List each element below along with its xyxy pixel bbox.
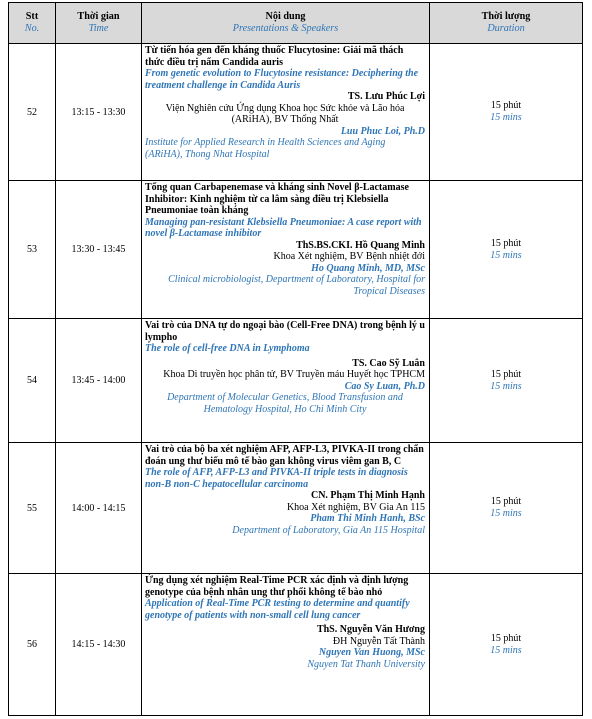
table-header-row [9,3,583,44]
duration-en: 15 mins [490,112,522,123]
affiliation-en: Nguyen Tat Thanh University [307,658,425,670]
speaker-en: Pham Thi Minh Hanh, BSc [310,513,425,524]
speaker-vi: CN. Phạm Thị Minh Hạnh [310,490,425,501]
row-number: 55 [9,443,56,574]
affiliation-en: Department of Molecular Genetics, Blood Transfusion and Hematology Hospital, Ho Chi Minh City [167,392,403,415]
title-vi: Từ tiến hóa gen đến kháng thuốc Flucytosine: Giải mã thách thức điều trị nấm Candida auris [145,45,404,68]
duration-en: 15 mins [490,249,522,261]
schedule-table [8,2,583,716]
table-row [9,181,583,319]
title-vi: Tổng quan Carbapenemase và kháng sinh Novel β-Lactamase Inhibitor: Kinh nghiệm từ ca lâm sàng điều trị Klebsiella Pneumoniae toàn kháng [145,182,409,216]
duration-en: 15 mins [490,380,522,392]
header-stt-en: No. [24,23,40,34]
speaker-en: Ho Quang Minh, MD, MSc [311,262,425,274]
table-row [9,574,583,716]
header-duration-vi: Thời lượng [481,11,531,22]
affiliation-vi: ĐH Nguyễn Tất Thành [332,635,425,647]
duration-en: 15 mins [490,644,522,656]
row-number: 56 [9,574,56,716]
row-content [142,319,430,443]
table-row [9,319,583,443]
title-vi: Ứng dụng xét nghiệm Real-Time PCR xác định và định lượng genotype của bệnh nhân ung thư phổi không tế bào nhỏ [145,575,409,598]
duration-vi: 15 phút [490,100,522,111]
title-en: Managing pan-resistant Klebsiella Pneumoniae: A case report with novel β-Lactamase inhibitor [145,216,422,239]
speaker-vi: TS. Lưu Phúc Lợi [347,91,425,102]
row-duration [430,443,583,574]
title-en: The role of AFP, AFP-L3 and PIVKA-II triple tests in diagnosis non-B non-C hepatocellular carcinoma [145,467,408,490]
affiliation-vi: Khoa Xét nghiệm, BV Bệnh nhiệt đới [273,251,425,262]
schedule-page [8,2,583,716]
affiliation-vi: Khoa Di truyền học phân tử, BV Truyền máu Huyết học TPHCM [163,369,425,380]
affiliation-en: Clinical microbiologist, Department of Laboratory, Hospital for Tropical Diseases [168,274,425,297]
row-time: 13:45 - 14:00 [56,319,142,443]
duration-vi: 15 phút [490,237,522,249]
row-content [142,443,430,574]
header-content-en: Presentations & Speakers [232,23,339,34]
row-duration [430,181,583,319]
header-duration [430,3,583,44]
header-time-vi: Thời gian [77,11,120,22]
table-row [9,443,583,574]
title-en: Application of Real-Time PCR testing to determine and quantify genotype of patients with non-small cell lung cancer [145,598,410,621]
title-vi: Vai trò của bộ ba xét nghiệm AFP, AFP-L3, PIVKA-II trong chẩn đoán ung thư biểu mô tế bào gan không virus viêm gan B, C [145,444,424,467]
speaker-en: Luu Phuc Loi, Ph.D [340,125,425,137]
row-time: 14:15 - 14:30 [56,574,142,716]
affiliation-en: Department of Laboratory, Gia An 115 Hospital [232,524,425,536]
duration-vi: 15 phút [490,496,522,507]
speaker-en: Cao Sy Luan, Ph.D [344,380,425,392]
row-duration [430,574,583,716]
row-content [142,181,430,319]
speaker-en: Nguyen Van Huong, MSc [318,647,425,658]
affiliation-vi: Khoa Xét nghiệm, BV Gia An 115 [286,501,425,513]
header-time [56,3,142,44]
header-content-vi: Nội dung [265,11,306,22]
duration-vi: 15 phút [490,632,522,644]
title-en: From genetic evolution to Flucytosine resistance: Deciphering the treatment challenge in Candida Auris [145,68,419,91]
speaker-vi: ThS. Nguyễn Văn Hương [316,624,425,635]
row-content [142,44,430,181]
table-row [9,44,583,181]
duration-en: 15 mins [490,508,522,519]
row-duration [430,44,583,181]
row-number: 53 [9,181,56,319]
header-stt-vi: Stt [25,11,39,22]
title-vi: Vai trò của DNA tự do ngoại bào (Cell-Free DNA) trong bệnh lý u lympho [145,320,425,343]
row-number: 54 [9,319,56,443]
header-stt [9,3,56,44]
header-content [142,3,430,44]
row-content [142,574,430,716]
header-duration-en: Duration [487,23,525,34]
duration-vi: 15 phút [490,368,522,380]
title-en: The role of cell-free DNA in Lymphoma [145,343,310,354]
row-time: 13:30 - 13:45 [56,181,142,319]
row-time: 13:15 - 13:30 [56,44,142,181]
row-duration [430,319,583,443]
header-time-en: Time [88,23,109,34]
affiliation-en: Institute for Applied Research in Health Sciences and Aging (ARiHA), Thong Nhat Hospital [145,137,386,160]
speaker-vi: ThS.BS.CKI. Hồ Quang Minh [296,239,425,251]
row-time: 14:00 - 14:15 [56,443,142,574]
row-number: 52 [9,44,56,181]
affiliation-vi: Viện Nghiên cứu Ứng dụng Khoa học Sức khỏe và Lão hóa (ARiHA), BV Thống Nhất [165,102,405,125]
speaker-vi: TS. Cao Sỹ Luân [352,357,425,369]
